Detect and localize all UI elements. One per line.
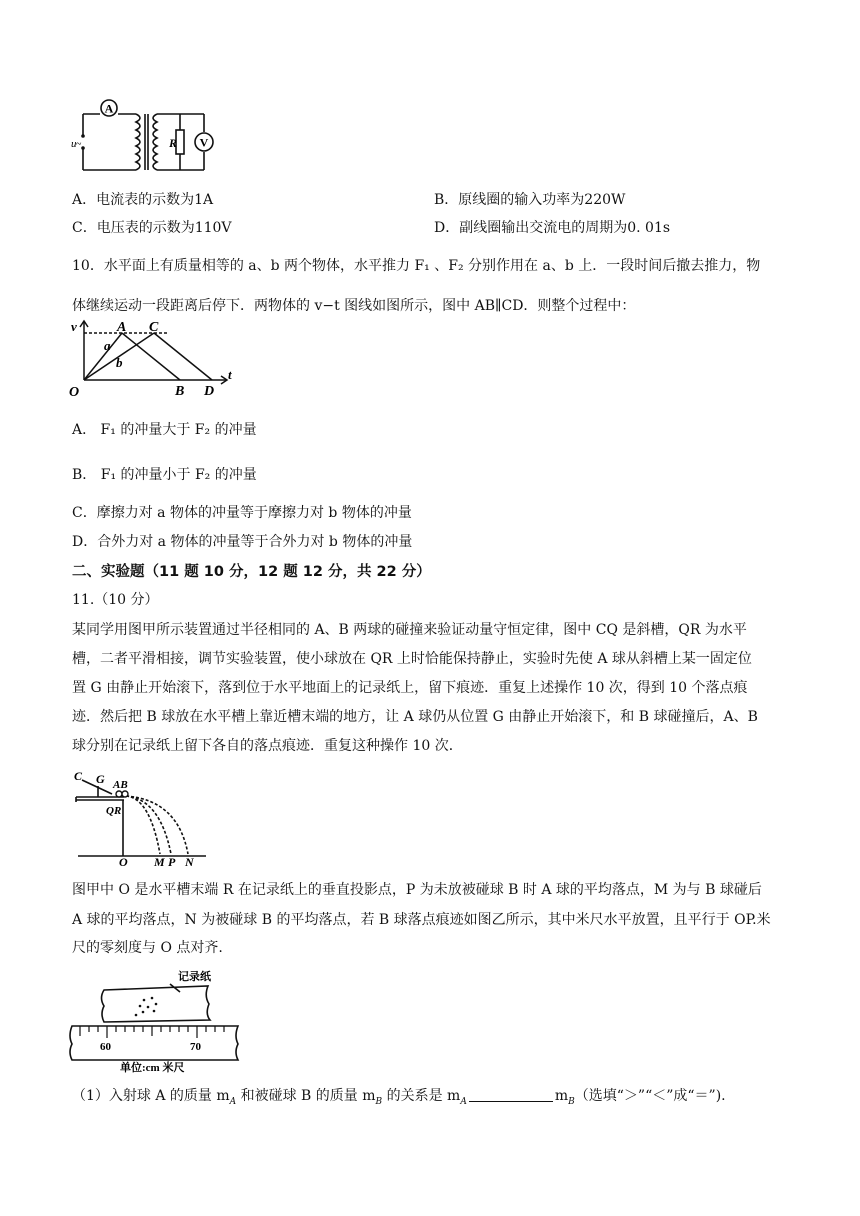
q11-para1-line5: 球分别在记录纸上留下各自的落点痕迹．重复这种操作 10 次． bbox=[72, 738, 463, 754]
fig1-p-label: P bbox=[168, 855, 176, 868]
ruler-unit-label: 单位:cm 米尺 bbox=[120, 1062, 185, 1074]
q11-para2-line2: A 球的平均落点，N 为被碰球 B 的平均落点，若 B 球落点痕迹如图乙所示，其中米尺水平放置，且平行于 OP.米 bbox=[72, 912, 771, 928]
record-paper-label: 记录纸 bbox=[178, 971, 211, 983]
axis-v-label: v bbox=[71, 319, 77, 334]
q10-option-a: A． F₁ 的冲量大于 F₂ 的冲量 bbox=[72, 422, 257, 438]
ruler-ticks bbox=[80, 1026, 224, 1038]
q11-sub1: （1）入射球 A 的质量 $m_A$ 和被碰球 B 的质量 $m_B$ 的关系是 $m_A$ $m_B$（选填“＞”“＜”成“＝”). bbox=[72, 1088, 726, 1107]
q10-stem-line1: 10．水平面上有质量相等的 a、b 两个物体，水平推力 F₁ 、F₂ 分别作用在 a、b 上．一段时间后撤去推力，物 bbox=[72, 258, 761, 274]
q9-option-d: D．副线圈输出交流电的周期为0. 01s bbox=[434, 220, 671, 236]
ruler-mark-70: 70 bbox=[190, 1041, 201, 1053]
point-c-label: C bbox=[149, 320, 159, 335]
ammeter-label: A bbox=[104, 101, 114, 116]
fig1-o-label: O bbox=[119, 855, 128, 868]
q11-para2-line3: 尺的零刻度与 O 点对齐. bbox=[72, 940, 223, 956]
input-label: u bbox=[71, 138, 77, 150]
q10-stem-line2: 体继续运动一段距离后停下．两物体的 v−t 图线如图所示，图中 AB∥CD．则整个过程中： bbox=[72, 298, 636, 314]
q11-apparatus-figure bbox=[68, 766, 210, 868]
transformer-circuit-figure bbox=[70, 96, 220, 180]
q11-para2-line1: 图甲中 O 是水平槽末端 R 在记录纸上的垂直投影点，P 为未放被碰球 B 时 A 球的平均落点，M 为与 B 球碰后 bbox=[72, 882, 762, 898]
q9-option-a: A．电流表的示数为1A bbox=[72, 192, 214, 208]
fig1-n-label: N bbox=[185, 855, 194, 868]
line-a-label: a bbox=[104, 338, 111, 353]
q11-para1-line4: 迹．然后把 B 球放在水平槽上靠近槽末端的地方，让 A 球仍从位置 G 由静止开始滚下，和 B 球碰撞后，A、B bbox=[72, 709, 758, 725]
fig1-m-label: M bbox=[154, 855, 165, 868]
q10-option-d: D．合外力对 a 物体的冲量等于合外力对 b 物体的冲量 bbox=[72, 534, 413, 550]
svg-text:~: ~ bbox=[76, 139, 82, 150]
q10-option-c: C．摩擦力对 a 物体的冲量等于摩擦力对 b 物体的冲量 bbox=[72, 505, 412, 521]
q11-number: 11.（10 分） bbox=[72, 592, 159, 608]
q9-option-c: C．电压表的示数为110V bbox=[72, 220, 232, 236]
fig1-g-label: G bbox=[96, 772, 105, 786]
q11-para1-line2: 槽，二者平滑相接，调节实验装置，使小球放在 QR 上时恰能保持静止，实验时先使 A 球从斜槽上某一固定位 bbox=[72, 651, 752, 667]
q11-para1-line3: 置 G 由静止开始滚下，落到位于水平地面上的记录纸上，留下痕迹．重复上述操作 10 次，得到 10 个落点痕 bbox=[72, 680, 748, 696]
fig1-ab-label: AB bbox=[113, 779, 128, 791]
fig1-c-label: C bbox=[74, 769, 83, 783]
q10-vt-graph bbox=[66, 318, 246, 400]
point-b-label: B bbox=[175, 384, 185, 399]
q11-para1-line1: 某同学用图甲所示装置通过半径相同的 A、B 两球的碰撞来验证动量守恒定律，图中 CQ 是斜槽，QR 为水平 bbox=[72, 622, 747, 638]
point-a-label: A bbox=[117, 320, 127, 335]
q11-ruler-figure bbox=[68, 966, 248, 1076]
answer-blank[interactable] bbox=[469, 1087, 553, 1102]
section2-heading: 二、实验题（11 题 10 分，12 题 12 分，共 22 分） bbox=[72, 564, 431, 580]
line-b-label: b bbox=[116, 355, 123, 370]
point-d-label: D bbox=[204, 384, 215, 399]
voltmeter-label: V bbox=[199, 135, 209, 150]
fig1-qr-label: QR bbox=[106, 805, 122, 817]
point-o-label: O bbox=[69, 385, 80, 400]
q10-option-b: B． F₁ 的冲量小于 F₂ 的冲量 bbox=[72, 467, 257, 483]
q9-option-b: B．原线圈的输入功率为220W bbox=[434, 192, 626, 208]
ruler-mark-60: 60 bbox=[100, 1041, 111, 1053]
axis-t-label: t bbox=[228, 367, 232, 382]
resistor-label: R bbox=[169, 136, 178, 150]
